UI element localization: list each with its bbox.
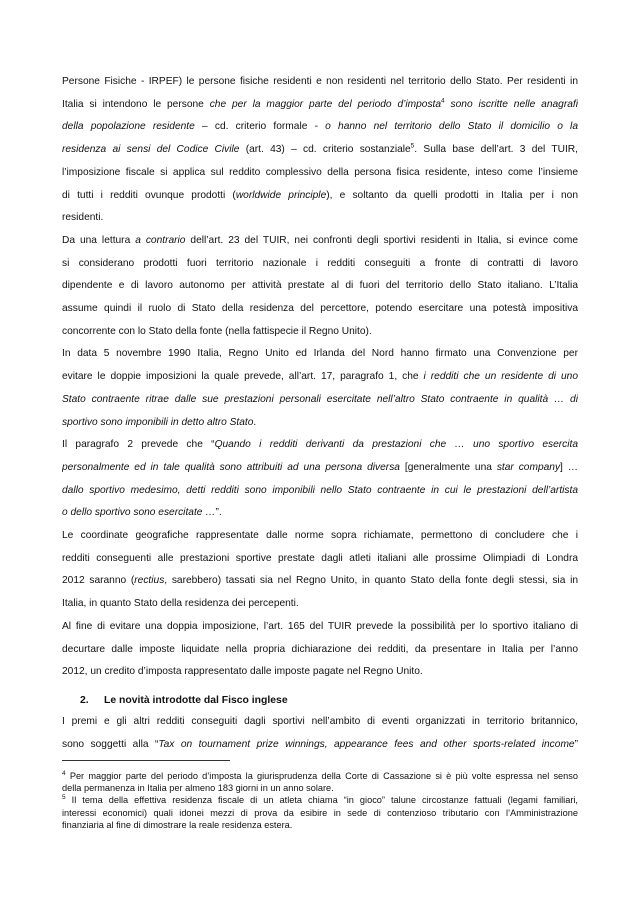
text-run: decurtare dalle imposte liquidate nella propria dichiarazione dei redditi, da presentare in Italia per l’anno (62, 643, 578, 655)
paragraph (62, 343, 578, 434)
text-run: Italia si intendono le persone (62, 98, 210, 110)
text-line (62, 711, 578, 734)
text-run: ”. (215, 507, 222, 519)
text-run: (art. 43) – cd. criterio sostanziale (239, 144, 411, 156)
footnote-marker: 4 (62, 770, 66, 777)
text-run: l’imposizione fiscale si applica sul reddito complessivo della persona fisica residente, inteso come l’insieme (62, 166, 578, 178)
section-number: 2. (80, 695, 89, 706)
text-run: redditi conseguenti alle prestazioni sportive prestate dagli atleti italiani alle prossime Olimpiadi di Londra (62, 552, 578, 564)
paragraph (62, 434, 578, 525)
text-run: residenti. (62, 212, 104, 224)
footnote-separator (62, 760, 230, 761)
text-line (62, 389, 578, 412)
text-line (62, 321, 578, 344)
text-line (62, 116, 578, 139)
footnote-line (62, 770, 578, 782)
text-run: 2012, un credito d’imposta rappresentato dalle imposte pagate nel Regno Unito. (62, 666, 423, 678)
text-run: concorrente con lo Stato della fonte (nella fattispecie il Regno Unito). (62, 325, 372, 337)
section-title: Le novità introdotte dal Fisco inglese (104, 695, 288, 706)
text-run: o hanno nel territorio dello Stato il domicilio o la (325, 121, 578, 133)
paragraph (62, 230, 578, 344)
text-run: assume quindi il ruolo di Stato della residenza del percettore, potendo esercitare una potestà impositiva (62, 303, 578, 315)
footnote-line (62, 782, 578, 794)
text-run: I premi e gli altri redditi conseguiti dagli sportivi nell’ambito di eventi organizzati in territorio britannico, (62, 716, 578, 727)
text-line (62, 457, 578, 480)
paragraph (62, 525, 578, 616)
text-run: . Sulla base dell’art. 3 del TUIR, (414, 144, 578, 156)
text-run: Per maggior parte del periodo d’imposta la giurisprudenza della Corte di Cassazione si è più volte espressa nel senso (65, 771, 578, 781)
text-line (62, 298, 578, 321)
paragraph (62, 711, 578, 756)
text-run: dell’art. 23 del TUIR, nei confronti degli sportivi residenti in Italia, si evince come (185, 234, 578, 246)
text-run: che per la maggior parte del periodo d’imposta (209, 98, 442, 110)
footnote (62, 770, 578, 794)
text-run: Il tema della effettiva residenza fiscale di un atleta chiama “in gioco” talune circostanze fattuali (legami familiari, (65, 795, 578, 806)
text-run: dallo sportivo medesimo, detti redditi sono imponibili nello Stato contraente in cui le prestazioni dell’artista (62, 484, 578, 496)
text-run: interessi economici) quali idonei mezzi di prova da esibire in sede di contenzioso tributario con l’Amministrazione (62, 807, 578, 818)
text-run: Stato contraente ritrae dalle sue prestazioni personali esercitate nell’altro Stato contraente in qualità … di (62, 393, 578, 405)
text-run: residenza ai sensi del Codice Civile (62, 144, 240, 156)
text-run: star company (496, 461, 561, 473)
footnote-marker: 4 (441, 97, 445, 105)
text-run: rectius (134, 575, 165, 587)
text-line (62, 480, 578, 503)
text-line (62, 162, 578, 185)
section-heading (80, 695, 288, 706)
text-run: ” (574, 738, 578, 750)
text-line (62, 343, 578, 366)
text-run: di tutti i redditi ovunque prodotti ( (62, 189, 236, 201)
text-run: personalmente ed in tale qualità sono attribuiti ad una persona diversa (62, 461, 400, 473)
text-run: a contrario (135, 234, 186, 246)
text-line (62, 94, 578, 117)
text-line (62, 366, 578, 389)
text-run: worldwide principle (235, 189, 327, 201)
text-run: ] … (560, 461, 578, 473)
text-run: Il paragrafo 2 prevede che “ (62, 439, 215, 451)
text-line (62, 502, 578, 525)
text-line (62, 185, 578, 208)
text-run: Da una lettura (62, 234, 136, 246)
text-run: Le coordinate geografiche rappresentate dalle norme sopra richiamate, permettono di concludere che i (62, 530, 578, 542)
text-run: o dello sportivo sono esercitate … (62, 507, 216, 519)
text-run: Tax on tournament prize winnings, appearance fees and other sports-related income (158, 738, 575, 750)
text-run: sono soggetti alla “ (62, 738, 159, 750)
footnote-line (62, 794, 578, 806)
text-run: . (253, 416, 257, 428)
paragraph (62, 71, 578, 230)
text-run: In data 5 novembre 1990 Italia, Regno Unito ed Irlanda del Nord hanno firmato una Convenzione per (62, 348, 578, 360)
text-line (62, 616, 578, 639)
footnote-marker: 5 (410, 142, 415, 150)
text-run: evitare le doppie imposizioni la quale prevede, all’art. 17, paragrafo 1, che (62, 371, 424, 383)
footnotes (62, 770, 578, 831)
text-run: dipendente e di lavoro autonomo per attività prestate al di fuori del territorio dello Stato italiano. L’Italia (62, 280, 578, 292)
body-text (62, 71, 578, 684)
text-run: della popolazione residente (62, 121, 195, 133)
text-line (62, 639, 578, 662)
text-line (62, 548, 578, 571)
paragraph (62, 616, 578, 684)
text-run: [generalmente una (399, 461, 497, 473)
text-run: Quando i redditi derivanti da prestazioni che … uno sportivo esercita (214, 439, 578, 451)
text-line (62, 570, 578, 593)
text-line (62, 434, 578, 457)
footnote-line (62, 807, 578, 819)
text-run: 2012 saranno ( (62, 575, 135, 587)
text-line (62, 593, 578, 616)
text-run: si considerano prodotti fuori territorio nazionale i redditi conseguiti a fronte di contratti di lavoro (62, 257, 578, 269)
text-line (62, 661, 578, 684)
text-line (62, 253, 578, 276)
section-body (62, 711, 578, 756)
text-run: sono iscritte nelle anagrafi (444, 98, 578, 110)
footnote-line (62, 819, 578, 831)
text-line (62, 207, 578, 230)
text-run: sportivo sono imponibili in detto altro Stato (62, 416, 254, 428)
text-run: i redditi che un residente di uno (423, 371, 578, 383)
text-run: della permanenza in Italia per almeno 183 giorni in un anno solare. (62, 783, 334, 794)
footnote-marker: 5 (62, 794, 66, 802)
text-run: ), e soltanto da quelli prodotti in Italia per i non (326, 189, 578, 201)
text-run: Persone Fisiche - IRPEF) le persone fisiche residenti e non residenti nel territorio dello Stato. Per residenti in (62, 76, 578, 87)
text-run: , sarebbero) tassati sia nel Regno Unito, in quanto Stato della fonte degli stessi, sia in (164, 575, 578, 587)
text-line (62, 230, 578, 253)
text-run: finanziaria al fine di dimostrare la reale residenza estera. (62, 819, 293, 830)
text-line (62, 412, 578, 435)
text-run: Al fine di evitare una doppia imposizione, l’art. 165 del TUIR prevede la possibilità per lo sportivo italiano di (62, 620, 578, 632)
text-line (62, 734, 578, 757)
text-run: – cd. criterio formale - (194, 121, 326, 133)
footnote (62, 794, 578, 831)
text-line (62, 71, 578, 94)
text-line (62, 525, 578, 548)
text-run: Italia, in quanto Stato della residenza dei percepenti. (62, 598, 299, 610)
text-line (62, 275, 578, 298)
text-line (62, 139, 578, 162)
